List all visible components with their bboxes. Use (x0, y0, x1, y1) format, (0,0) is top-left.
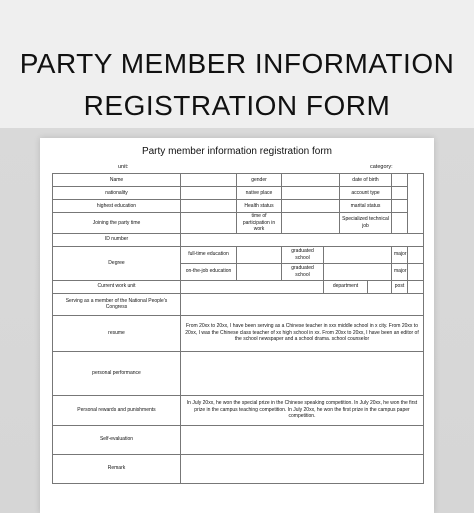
table-row (53, 200, 424, 213)
resume-field[interactable]: From 20xx to 20xx, I have been serving as a Chinese teacher in xxx middle school in x city. From 20xx to 20xx, I was the Chinese class teacher of xx high school in xx. From 20xx to 20xx, I have been an editor of the school newspaper and a school drama. school counselor (181, 315, 424, 351)
form-sheet (40, 138, 434, 513)
table-row (53, 315, 424, 351)
date-of-birth-label: date of birth (340, 174, 392, 187)
gender-field[interactable] (282, 174, 340, 187)
table-row (53, 351, 424, 395)
table-row (53, 425, 424, 454)
table-row (53, 280, 424, 293)
resume-label: resume (53, 315, 181, 351)
self-evaluation-field[interactable] (181, 425, 424, 454)
on-the-job-education-label: on-the-job education (181, 263, 237, 280)
rewards-punishments-field[interactable]: In July 20xx, he won the special prize in the Chinese speaking competition. In July 20xx, he won the first prize in the campus teaching competition. In July 20xx, he won the first prize in the campus paper competition. (181, 395, 424, 425)
table-row (53, 246, 424, 263)
full-time-education-field[interactable] (237, 246, 282, 263)
full-time-education-label: full-time education (181, 246, 237, 263)
degree-label: Degree (53, 246, 181, 280)
post-label: post (392, 280, 408, 293)
page-title-line-1: PARTY MEMBER INFORMATION (19, 48, 455, 79)
full-time-school-field[interactable] (324, 246, 392, 263)
name-label: Name (53, 174, 181, 187)
page-title-line-2: REGISTRATION FORM (83, 90, 391, 121)
table-row (53, 395, 424, 425)
on-the-job-major-label: major (392, 263, 408, 280)
npc-member-field[interactable] (181, 293, 424, 315)
name-field[interactable] (181, 174, 237, 187)
table-row (53, 213, 424, 234)
specialized-job-label: Specialized technical job (340, 213, 392, 234)
npc-member-label: Serving as a member of the National People's Congress (53, 293, 181, 315)
highest-education-field[interactable] (181, 200, 237, 213)
date-of-birth-field[interactable] (392, 174, 408, 187)
remark-field[interactable] (181, 454, 424, 483)
photo-area[interactable] (408, 174, 424, 234)
on-the-job-major-field[interactable] (408, 263, 424, 280)
category-label: category: (370, 164, 393, 170)
form-title: Party member information registration form (141, 146, 333, 157)
full-time-major-field[interactable] (408, 246, 424, 263)
marital-status-label: marital status (340, 200, 392, 213)
participation-in-work-field[interactable] (282, 213, 340, 234)
current-work-unit-label: Current work unit (53, 280, 181, 293)
participation-in-work-label: time of participation in work (237, 213, 282, 234)
rewards-punishments-label: Personal rewards and punishments (53, 395, 181, 425)
nationality-label: nationality (53, 187, 181, 200)
health-status-label: Health status (237, 200, 282, 213)
joining-party-time-label: Joining the party time (53, 213, 181, 234)
on-the-job-school-label: graduated school (282, 263, 324, 280)
highest-education-label: highest education (53, 200, 181, 213)
self-evaluation-label: Self-evaluation (53, 425, 181, 454)
full-time-major-label: major (392, 246, 408, 263)
on-the-job-school-field[interactable] (324, 263, 392, 280)
joining-party-time-field[interactable] (181, 213, 237, 234)
gender-label: gender (237, 174, 282, 187)
id-number-field[interactable] (181, 233, 424, 246)
table-row (53, 187, 424, 200)
table-row (53, 454, 424, 483)
specialized-job-field[interactable] (392, 213, 408, 234)
current-work-unit-field[interactable] (181, 280, 324, 293)
personal-performance-label: personal performance (53, 351, 181, 395)
id-number-label: ID number (53, 233, 181, 246)
account-type-field[interactable] (392, 187, 408, 200)
personal-performance-field[interactable] (181, 351, 424, 395)
nationality-field[interactable] (181, 187, 237, 200)
registration-table (52, 173, 424, 484)
table-row (53, 233, 424, 246)
department-label: department (324, 280, 368, 293)
department-field[interactable] (368, 280, 392, 293)
native-place-field[interactable] (282, 187, 340, 200)
health-status-field[interactable] (282, 200, 340, 213)
full-time-school-label: graduated school (282, 246, 324, 263)
unit-label: unit: (118, 164, 129, 170)
remark-label: Remark (53, 454, 181, 483)
on-the-job-education-field[interactable] (237, 263, 282, 280)
post-field[interactable] (408, 280, 424, 293)
native-place-label: native place (237, 187, 282, 200)
table-row (53, 174, 424, 187)
table-row (53, 293, 424, 315)
marital-status-field[interactable] (392, 200, 408, 213)
account-type-label: account type (340, 187, 392, 200)
